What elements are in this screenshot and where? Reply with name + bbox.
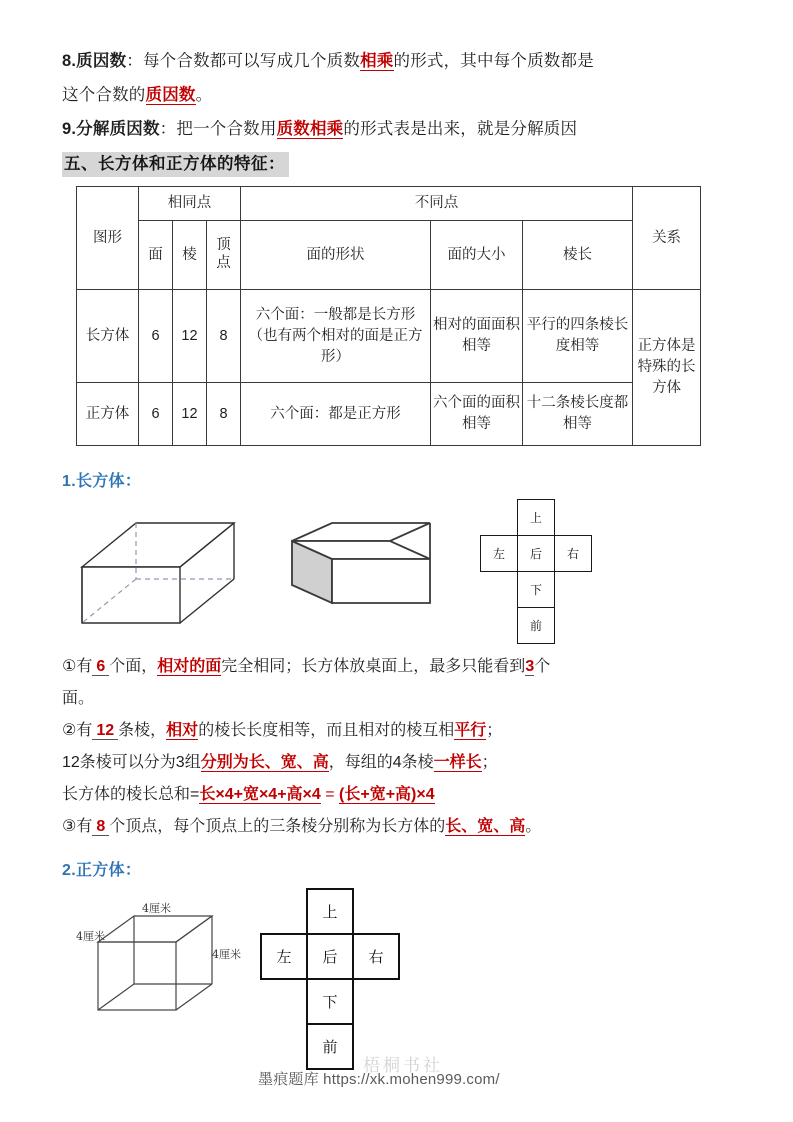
cuboid-net-figure — [480, 499, 592, 644]
note3-highlight-1: 分别为长、宽、高 — [200, 754, 329, 771]
cuboid-note-2 — [62, 715, 734, 747]
cuboid-note-4 — [62, 811, 734, 843]
net-cell-top: 上 — [518, 500, 555, 536]
table-subheader-vertices: 顶点 — [207, 221, 241, 290]
watermark-url: 墨痕题库 https://xk.mohen999.com/ — [258, 1071, 500, 1088]
wireframe-cuboid-icon — [74, 505, 244, 630]
note4-a: ③有 — [62, 818, 93, 835]
row-cube-edges: 12 — [173, 383, 207, 446]
solid-cuboid-figure — [280, 519, 440, 629]
net-cell-empty — [481, 608, 518, 644]
net-cell-empty — [555, 608, 592, 644]
net-row — [481, 608, 592, 644]
note2-c: 的棱长长度相等，而且相对的棱互相 — [198, 722, 455, 739]
net-cell-empty — [261, 889, 307, 934]
table-header-row-2 — [77, 221, 701, 290]
note1-b: 个面， — [109, 658, 158, 675]
table-subheader-edge-length: 棱长 — [523, 221, 633, 290]
paragraph-9-highlight-1: 质数相乘 — [276, 120, 344, 138]
table-row — [77, 383, 701, 446]
note1-d: 个 — [534, 658, 551, 675]
table-subheader-faces: 面 — [139, 221, 173, 290]
net-cell-left: 左 — [481, 536, 518, 572]
note3-c: ； — [481, 754, 498, 771]
note3-b: ，每组的4条棱 — [328, 754, 434, 771]
paragraph-9-number: 9. — [62, 120, 77, 138]
cube-label-top: 4厘米 — [142, 902, 171, 915]
watermark-ghost: 梧桐书社 — [363, 1056, 443, 1076]
wireframe-cuboid-figure — [74, 505, 244, 635]
net-cell-empty — [481, 500, 518, 536]
paragraph-9-seg1: 把一个合数用 — [176, 120, 277, 138]
cuboid-formula — [62, 779, 734, 811]
note2-highlight-1: 相对 — [166, 722, 199, 739]
table-relation-cell: 正方体是特殊的长方体 — [633, 290, 701, 446]
table-row — [77, 290, 701, 383]
table-header-diff: 不同点 — [241, 187, 633, 221]
solid-cuboid-icon — [280, 519, 440, 624]
cube-figure — [76, 900, 261, 1025]
note2-a: ②有 — [62, 722, 93, 739]
note4-number: 8 — [92, 818, 109, 836]
net-row — [261, 934, 399, 979]
net-cell-back: 后 — [518, 536, 555, 572]
cuboid-note-3 — [62, 747, 734, 779]
net-row — [261, 979, 399, 1024]
paragraph-8-colon: ： — [126, 52, 143, 70]
paragraph-8-term: 质因数 — [76, 52, 127, 70]
formula-expression-2: (长+宽+高)×4 — [339, 786, 435, 803]
table-header-relation: 关系 — [633, 187, 701, 290]
table-subheader-face-shape: 面的形状 — [241, 221, 431, 290]
net-cell-front: 前 — [307, 1024, 353, 1069]
note1-c: 完全相同；长方体放桌面上，最多只能看到 — [221, 658, 526, 675]
note2-highlight-2: 平行 — [454, 722, 487, 739]
row-cuboid-edge-length: 平行的四条棱长度相等 — [523, 290, 633, 383]
paragraph-8-line2 — [62, 78, 734, 112]
cube-label-left: 4厘米 — [76, 930, 105, 943]
net-cell-empty — [261, 979, 307, 1024]
net-row — [481, 572, 592, 608]
note2-d: ； — [486, 722, 503, 739]
net-cell-bottom: 下 — [307, 979, 353, 1024]
net-cell-front: 前 — [518, 608, 555, 644]
paragraph-8-line2-post: 。 — [195, 86, 213, 104]
cube-figures-row — [62, 888, 734, 1056]
cuboid-net-table — [480, 499, 592, 644]
formula-equals: = — [320, 786, 340, 803]
row-cube-edge-length: 十二条棱长度都相等 — [523, 383, 633, 446]
note2-b: 条棱， — [118, 722, 167, 739]
formula-a: 长方体的棱长总和= — [62, 786, 200, 803]
row-cube-name: 正方体 — [77, 383, 139, 446]
net-row — [481, 500, 592, 536]
paragraph-9-seg2: 的形式表是出来，就是分解质因 — [343, 120, 578, 138]
net-cell-empty — [481, 572, 518, 608]
row-cube-face-shape: 六个面：都是正方形 — [241, 383, 431, 446]
net-row — [481, 536, 592, 572]
wire-cube-icon — [76, 900, 261, 1020]
cube-label-right: 4厘米 — [212, 948, 241, 961]
formula-expression-1: 长×4+宽×4+高×4 — [199, 786, 321, 803]
table-subheader-edges: 棱 — [173, 221, 207, 290]
paragraph-8-seg1: 每个合数都可以写成几个质数 — [142, 52, 361, 70]
net-cell-empty — [353, 979, 399, 1024]
net-cell-top: 上 — [307, 889, 353, 934]
net-cell-empty — [353, 889, 399, 934]
row-cube-faces: 6 — [139, 383, 173, 446]
document-content — [62, 44, 734, 1056]
paragraph-8 — [62, 44, 734, 78]
features-table — [76, 186, 701, 446]
row-cube-vertices: 8 — [207, 383, 241, 446]
net-cell-left: 左 — [261, 934, 307, 979]
note1-number-2: 3 — [525, 658, 535, 675]
net-cell-back: 后 — [307, 934, 353, 979]
cube-section-heading: 2.正方体： — [62, 862, 142, 879]
cuboid-section-heading: 1.长方体： — [62, 473, 142, 490]
net-cell-empty — [261, 1024, 307, 1069]
note2-number: 12 — [92, 722, 118, 740]
note4-c: 。 — [525, 818, 542, 835]
note1-number: 6 — [92, 658, 109, 676]
paragraph-8-seg2: 的形式，其中每个质数都是 — [393, 52, 594, 70]
note4-highlight: 长、宽、高 — [445, 818, 526, 835]
paragraph-9-term: 分解质因数 — [76, 120, 160, 138]
note1-a: ①有 — [62, 658, 93, 675]
cube-net-figure — [260, 888, 400, 1070]
cuboid-notes — [62, 651, 734, 843]
row-cuboid-vertices: 8 — [207, 290, 241, 383]
note1-highlight: 相对的面 — [157, 658, 222, 675]
net-cell-empty — [555, 572, 592, 608]
cuboid-note-1 — [62, 651, 734, 683]
row-cuboid-faces: 6 — [139, 290, 173, 383]
net-cell-right: 右 — [555, 536, 592, 572]
table-header-row-1 — [77, 187, 701, 221]
paragraph-9-colon: ： — [159, 120, 177, 138]
paragraph-8-number: 8. — [62, 52, 77, 70]
row-cuboid-face-shape: 六个面：一般都是长方形（也有两个相对的面是正方形） — [241, 290, 431, 383]
section-heading: 五、长方体和正方体的特征： — [62, 152, 289, 177]
cube-net-table — [260, 888, 400, 1070]
table-header-shape: 图形 — [77, 187, 139, 290]
cuboid-note-1-cont: 面。 — [62, 690, 95, 707]
note3-highlight-2: 一样长 — [433, 754, 482, 771]
net-cell-empty — [555, 500, 592, 536]
net-cell-right: 右 — [353, 934, 399, 979]
paragraph-9 — [62, 112, 734, 146]
net-row — [261, 889, 399, 934]
note3-a: 12条棱可以分为3组 — [62, 754, 201, 771]
paragraph-8-highlight-1: 相乘 — [360, 52, 394, 70]
note4-b: 个顶点，每个顶点上的三条棱分别称为长方体的 — [109, 818, 446, 835]
paragraph-8-highlight-2: 质因数 — [145, 86, 196, 104]
row-cube-face-size: 六个面的面积相等 — [431, 383, 523, 446]
row-cuboid-name: 长方体 — [77, 290, 139, 383]
row-cuboid-edges: 12 — [173, 290, 207, 383]
row-cuboid-face-size: 相对的面面积相等 — [431, 290, 523, 383]
table-subheader-face-size: 面的大小 — [431, 221, 523, 290]
paragraph-8-line2-pre: 这个合数的 — [62, 86, 146, 104]
table-header-same: 相同点 — [139, 187, 241, 221]
cuboid-figures-row — [62, 497, 734, 647]
net-cell-bottom: 下 — [518, 572, 555, 608]
